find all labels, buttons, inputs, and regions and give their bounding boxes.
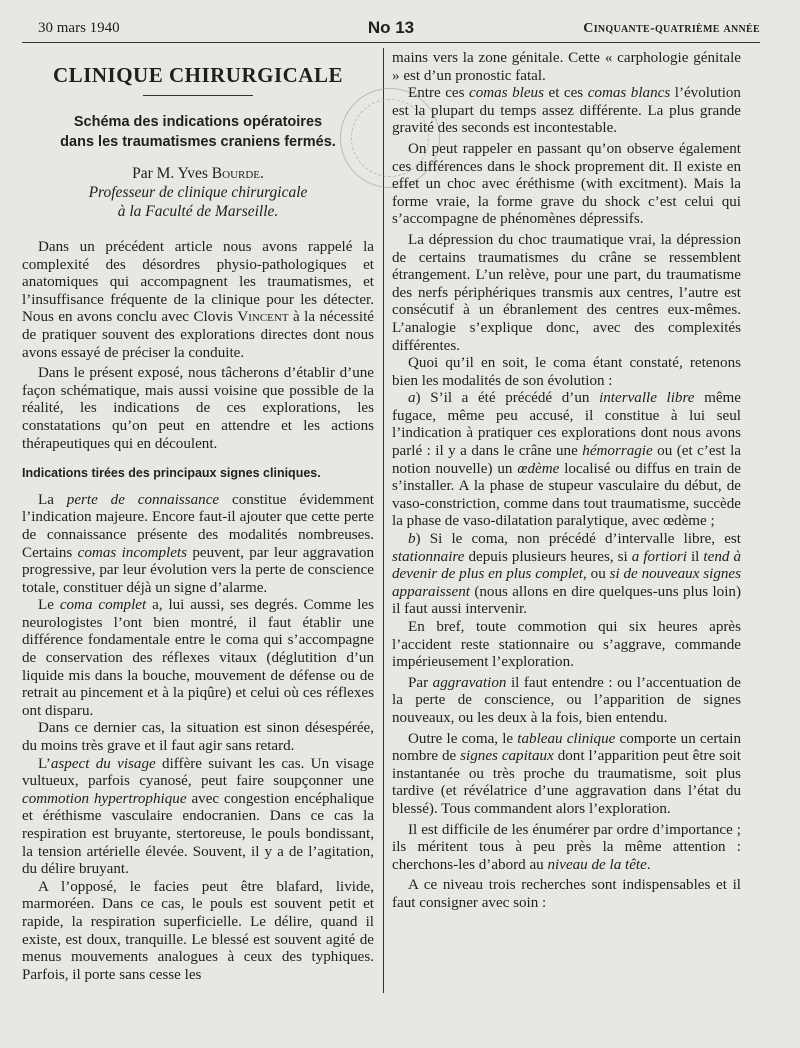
paragraph: En bref, toute commotion qui six heures après l’accident reste stationnaire ou s’aggrave, commande impérieusement l’exploration.	[392, 619, 741, 671]
running-header	[22, 18, 760, 44]
paragraph: La dépression du choc traumatique vrai, la dépression de certains traumatismes du crâne se ressemblent étrangement. L’un relève, pour une part, du traumatisme des nerfs périphériques transmis aux centres, l’autre est consécutif à un ébranlement des centres eux-mêmes. L’analogie s’explique donc, avec des complexités différentes.	[392, 231, 741, 354]
left-column	[22, 50, 374, 984]
author-affiliation: Professeur de clinique chirurgicale à la Faculté de Marseille.	[88, 184, 308, 220]
article-title: CLINIQUE CHIRURGICALE	[53, 63, 343, 87]
paragraph: Il est difficile de les énumérer par ordre d’importance ; ils méritent tous à peu près la même attention : cherchons-les d’abord au niveau de la tête.	[392, 821, 741, 873]
paragraph: On peut rappeler en passant qu’on observe également ces différences dans le shock proprement dit. Il existe en effet un choc avec éréthisme (with excitment). Mais la forme vraie, la forme grave du shock c’est celui qui s’accompagne de phénomènes dépressifs.	[392, 140, 741, 228]
header-issue-number: No 13	[367, 18, 415, 37]
paragraph: Le coma complet a, lui aussi, ses degrés. Comme les neurologistes l’ont bien montré, il faut établir une différence fondamentale entre le coma qui s’accompagne de conservation des réflexes vitaux (déglutition d’un liquide mis dans la bouche, mouvement de défense ou de retrait au pincement et à la piqûre) et celui où ces réflexes ont disparu.	[22, 597, 374, 719]
article-subtitle: Schéma des indications opératoires dans les traumatismes craniens fermés.	[60, 114, 336, 150]
right-column	[392, 50, 741, 913]
paragraph: A l’opposé, le facies peut être blafard, livide, marmoréen. Dans ce cas, le pouls est souvent petit et rapide, la respiration superficielle. Le délire, quand il existe, est doux, tranquille. Le blessé est souvent agité de menus mouvements analogues à ceux des typhiques. Parfois, il porte sans cesse les	[22, 878, 374, 983]
title-rule	[143, 95, 253, 96]
paragraph: a) S’il a été précédé d’un intervalle libre même fugace, même peu accusé, il constitue à lui seul l’indication à pratiquer ces explorations dont nous avons parlé : il y a dans le crâne une hémorragie ou (et c’est la notion nouvelle) un œdème localisé ou diffus en train de s’installer. A la phase de stupeur vasculaire du début, de vaso-constriction, comme dans tout traumatisme, succède la phase de vaso-dilatation paralytique, avec œdème ;	[392, 390, 741, 530]
paragraph: Dans ce dernier cas, la situation est sinon désespérée, du moins très grave et il faut agir sans retard.	[22, 720, 374, 755]
paragraph: Quoi qu’il en soit, le coma étant constaté, retenons bien les modalités de son évolution :	[392, 355, 741, 389]
header-volume-year: Cinquante-quatrième année	[583, 21, 760, 36]
header-date: 30 mars 1940	[38, 20, 120, 36]
paragraph: Par aggravation il faut entendre : ou l’accentuation de la perte de conscience, ou l’apparition de signes nouveaux, ou les deux à la fois, bien entendu.	[392, 674, 741, 726]
paragraph: Entre ces comas bleus et ces comas blancs l’évolution est la plupart du temps assez différente. La plus grande gravité des seconds est incontestable.	[392, 85, 741, 137]
paragraph: L’aspect du visage diffère suivant les cas. Un visage vultueux, parfois cyanosé, peut faire soupçonner une commotion hypertrophique avec congestion encéphalique et éréthisme vasculaire endocranien. Dans ce cas la respiration est bruyante, stertoreuse, le pouls bondissant, la tension artérielle élevée. Souvent, il y a de l’agitation, du délire bruyant.	[22, 755, 374, 878]
paragraph: A ce niveau trois recherches sont indispensables et il faut consigner avec soin :	[392, 877, 741, 911]
paragraph: La perte de connaissance constitue évidemment l’indication majeure. Encore faut-il ajouter que cette perte de connaissance présente des modalités nombreuses. Certains comas incomplets peuvent, par leur aggravation progressive, par leur évolution vers la perte de conscience totale, constituer déjà un signe d’alarme.	[22, 491, 374, 596]
paragraph: Dans un précédent article nous avons rappelé la complexité des désordres physio-pathologiques et anatomiques qui accompagnent les traumatismes, et l’insuffisance fréquente de la clinique pour les détecter. Nous en avons conclu avec Clovis Vincent à la nécessité de pratiquer souvent des explorations directes dont nous avons essayé de préciser la conduite.	[22, 239, 374, 361]
section-heading: Indications tirées des principaux signes cliniques.	[22, 466, 321, 481]
paragraph: b) Si le coma, non précédé d’intervalle libre, est stationnaire depuis plusieurs heures, si a fortiori il tend à devenir de plus en plus complet, ou si de nouveaux signes apparaissent (nous allons en dire quelques-uns plus loin) il faut aussi intervenir.	[392, 531, 741, 618]
column-divider	[383, 48, 384, 993]
header-rule	[22, 42, 760, 43]
author-byline: Par M. Yves Bourde.	[132, 165, 264, 182]
paragraph: Outre le coma, le tableau clinique comporte un certain nombre de signes capitaux dont l’apparition peut être soit instantanée ou très proche du traumatisme, soit plus tardive (et révélatrice d’une aggravation dans l’état du blessé). Tous commandent alors l’exploration.	[392, 730, 741, 817]
paragraph: mains vers la zone génitale. Cette « carphologie génitale » est d’un pronostic fatal.	[392, 50, 741, 84]
paragraph: Dans le présent exposé, nous tâcherons d’établir d’une façon schématique, mais aussi voisine que possible de la réalité, les indications de ces explorations, les constatations qu’on peut en attendre et les actions thérapeutiques qui en découlent.	[22, 365, 374, 452]
